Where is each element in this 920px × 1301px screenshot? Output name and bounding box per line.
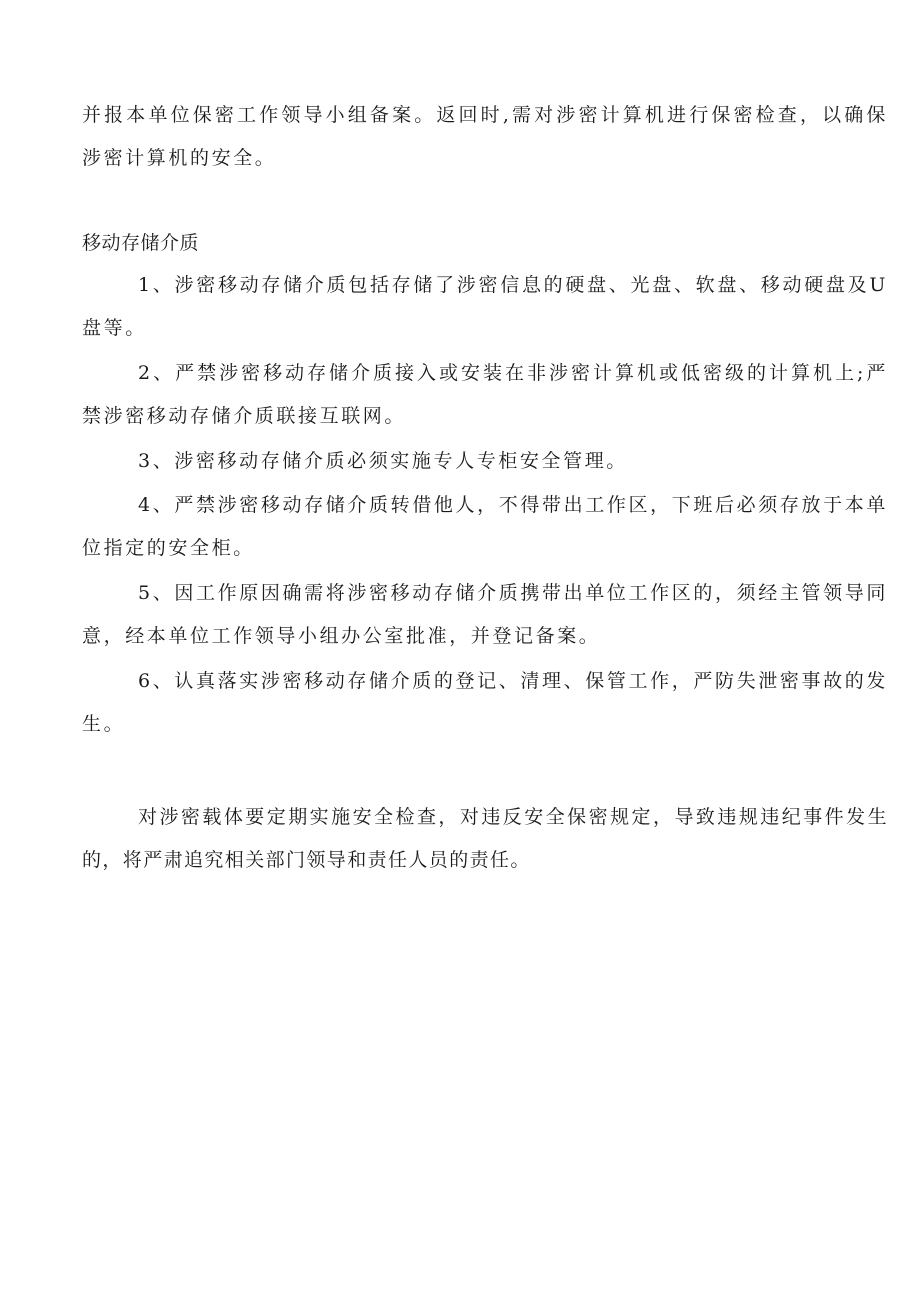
list-item-3: 3、涉密移动存储介质必须实施专人专柜安全管理。 (138, 450, 628, 472)
section-heading: 移动存储介质 (82, 232, 200, 254)
list-item-5: 5、因工作原因确需将涉密移动存储介质携带出单位工作区的，须经主管领导同意，经本单位工作领导小组办公室批准，并登记备案。 (82, 582, 888, 647)
list-item-6: 6、认真落实涉密移动存储介质的登记、清理、保管工作，严防失泄密事故的发生。 (82, 670, 888, 735)
list-item-2: 2、严禁涉密移动存储介质接入或安装在非涉密计算机或低密级的计算机上;严禁涉密移动存储介质联接互联网。 (82, 362, 888, 427)
list-item-1: 1、涉密移动存储介质包括存储了涉密信息的硬盘、光盘、软盘、移动硬盘及U盘等。 (82, 274, 888, 339)
list-item-4: 4、严禁涉密移动存储介质转借他人，不得带出工作区，下班后必须存放于本单位指定的安全柜。 (82, 494, 888, 559)
intro-paragraph: 并报本单位保密工作领导小组备案。返回时,需对涉密计算机进行保密检查，以确保涉密计算机的安全。 (82, 104, 888, 169)
closing-paragraph: 对涉密载体要定期实施安全检查，对违反安全保密规定，导致违规违纪事件发生的，将严肃追究相关部门领导和责任人员的责任。 (82, 806, 888, 871)
